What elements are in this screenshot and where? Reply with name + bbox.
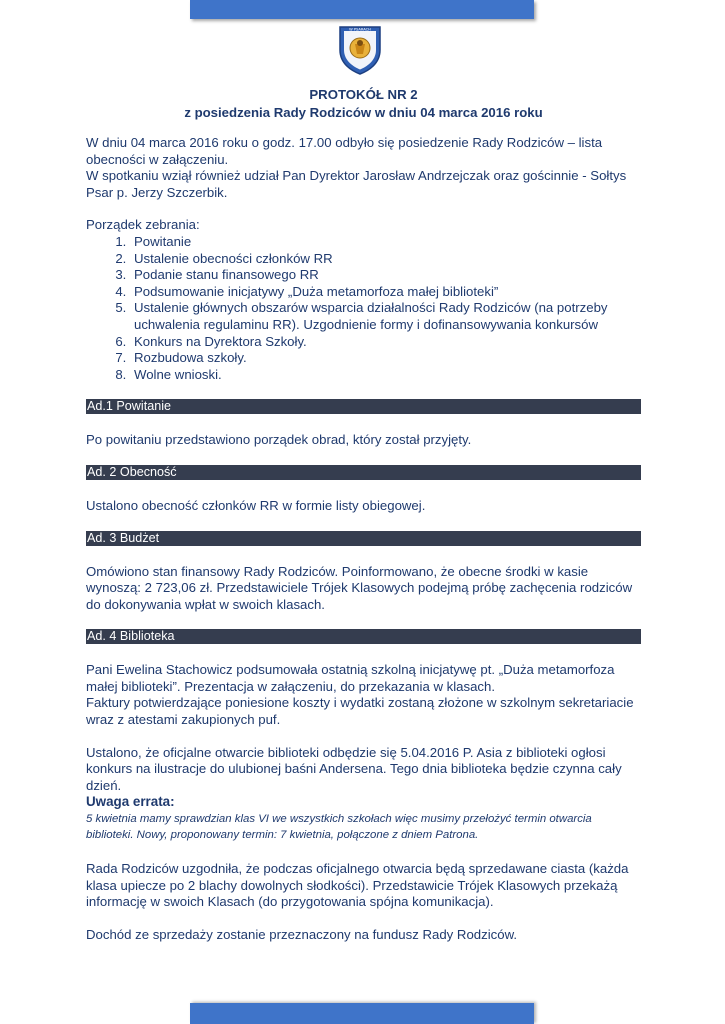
agenda-item: 7. Rozbudowa szkoły. [130, 350, 641, 367]
school-emblem-icon [338, 24, 382, 76]
agenda-title: Porządek zebrania: [86, 217, 200, 233]
agenda-item: 8. Wolne wnioski. [130, 367, 641, 384]
agenda-item: 4. Podsumowanie inicjatywy „Duża metamorfoza małej biblioteki” [130, 284, 641, 301]
section-paragraph: Faktury potwierdzające poniesione koszty i wydatki zostaną złożone w szkolnym sekretariacie wraz z atestami zakupionych puf. [86, 695, 634, 728]
document-body [86, 135, 641, 943]
section-paragraph: Pani Ewelina Stachowicz podsumowała ostatnią szkolną inicjatywę pt. „Duża metamorfoza małej biblioteki”. Prezentacja w załączeniu, do przekazania w klasach. [86, 662, 615, 694]
section-header-ad4: Ad. 4 Biblioteka [86, 629, 641, 644]
section-paragraph: Rada Rodziców uzgodniła, że podczas oficjalnego otwarcia będą sprzedawane ciasta (każda klasa upiecze po 2 blachy dowolnych słodkości). Przedstawicie Trójek Klasowych przekażą informację w swoich Klasach (do przygotowania spójna komunikacja). [86, 861, 629, 910]
footer-decor-bar [190, 1003, 534, 1024]
section-paragraph: Po powitaniu przedstawiono porządek obrad, który został przyjęty. [86, 432, 472, 448]
agenda-item: 5. Ustalenie głównych obszarów wsparcia działalności Rady Rodziców (na potrzeby uchwalenia regulaminu RR). Uzgodnienie formy i dofinansowywania konkursów [130, 300, 641, 333]
agenda-item: 1. Powitanie [130, 234, 641, 251]
section-paragraph: Ustalono, że oficjalne otwarcie biblioteki odbędzie się 5.04.2016 P. Asia z biblioteki ogłosi konkurs na ilustracje do ulubionej baśni Andersena. Tego dnia biblioteka będzie czynna cały dzień. [86, 744, 622, 793]
agenda-item: 2. Ustalenie obecności członków RR [130, 251, 641, 268]
svg-text:W PSARACH: W PSARACH [349, 27, 371, 32]
document-title [86, 86, 641, 122]
agenda-item: 3. Podanie stanu finansowego RR [130, 267, 641, 284]
errata-text: 5 kwietnia mamy sprawdzian klas VI we wszystkich szkołach więc musimy przełożyć termin otwarcia biblioteki. Nowy, proponowany termin: 7 kwietnia, połączone z dniem Patrona. [86, 813, 592, 842]
section-header-ad3: Ad. 3 Budżet [86, 531, 641, 546]
section-header-ad1: Ad.1 Powitanie [86, 399, 641, 414]
intro-paragraph: W spotkaniu wziął również udział Pan Dyrektor Jarosław Andrzejczak oraz gościnnie - Sołtys Psar p. Jerzy Szczerbik. [86, 168, 627, 200]
header-decor-bar [190, 0, 534, 19]
agenda-item: 6. Konkurs na Dyrektora Szkoły. [130, 334, 641, 351]
agenda-list [86, 234, 641, 383]
errata-label: Uwaga errata: [86, 794, 175, 810]
title-line-2: z posiedzenia Rady Rodziców w dniu 04 marca 2016 roku [184, 105, 543, 120]
intro [86, 135, 641, 201]
title-line-1: PROTOKÓŁ NR 2 [309, 87, 418, 102]
section-header-ad2: Ad. 2 Obecność [86, 465, 641, 480]
section-paragraph: Dochód ze sprzedaży zostanie przeznaczony na fundusz Rady Rodziców. [86, 926, 518, 942]
section-paragraph: Omówiono stan finansowy Rady Rodziców. Poinformowano, że obecne środki w kasie wynoszą: 2 723,06 zł. Przedstawiciele Trójek Klasowych podejmą próbę zachęcenia rodziców do dokonywania wpłat w swoich klasach. [86, 563, 633, 612]
intro-paragraph: W dniu 04 marca 2016 roku o godz. 17.00 odbyło się posiedzenie Rady Rodziców – lista obecności w załączeniu. [86, 135, 603, 167]
section-paragraph: Ustalono obecność członków RR w formie listy obiegowej. [86, 497, 426, 513]
